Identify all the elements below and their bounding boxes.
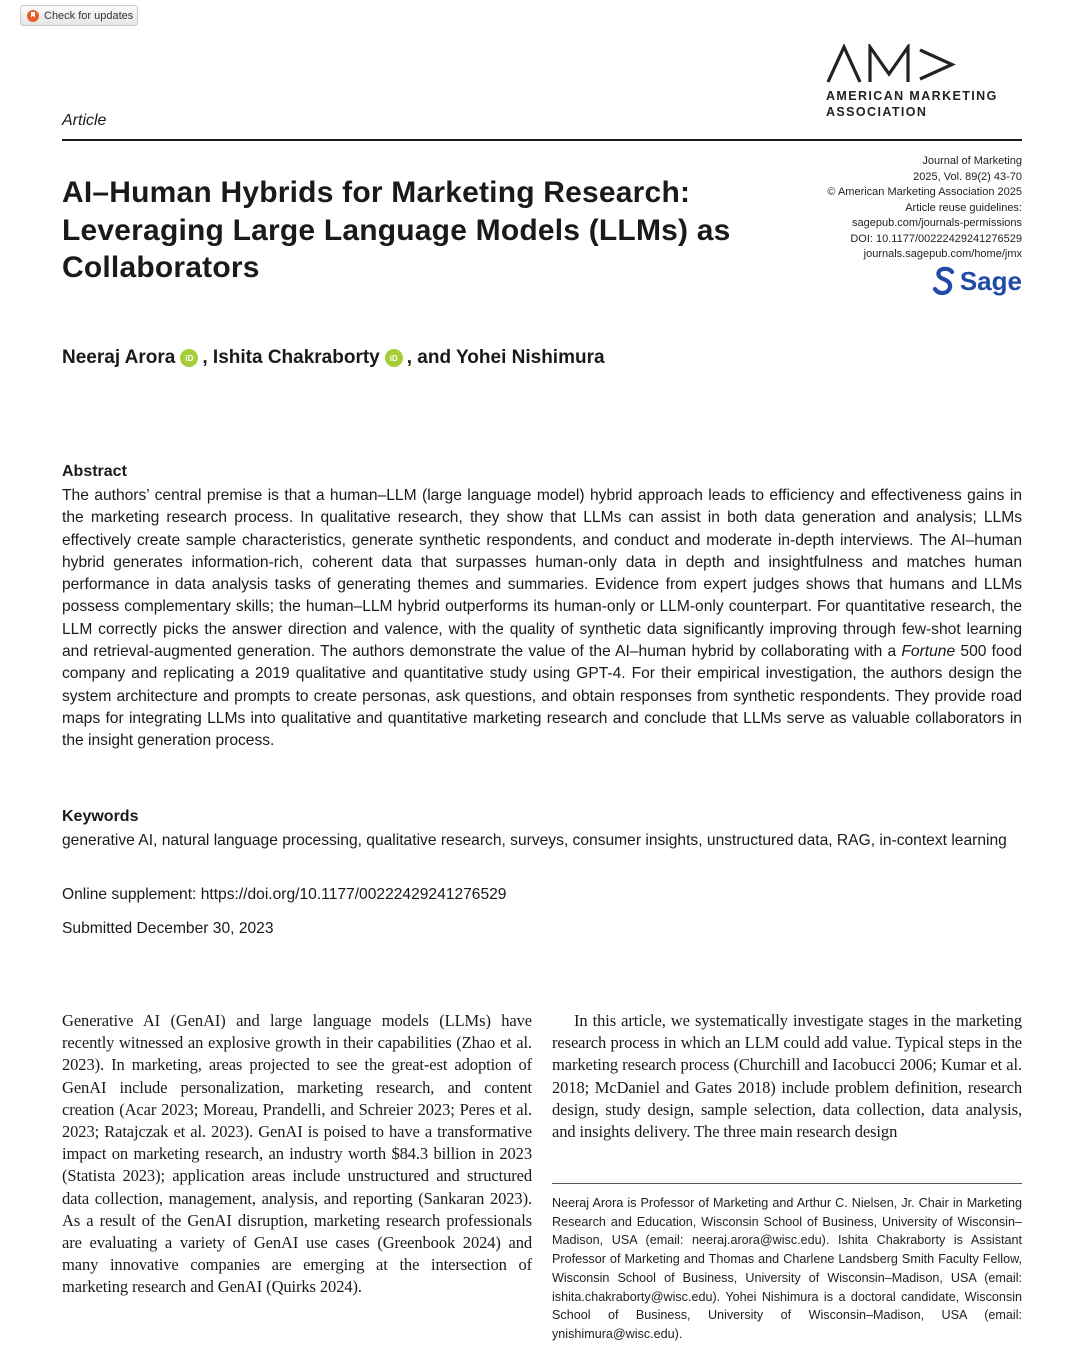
journal-volume: 2025, Vol. 89(2) 43-70	[913, 170, 1022, 183]
fortune-italic: Fortune	[901, 643, 956, 661]
ama-logo-line2: ASSOCIATION	[826, 105, 928, 119]
author-name: , Ishita Chakraborty	[202, 347, 380, 368]
abstract-heading: Abstract	[62, 463, 127, 480]
reuse-guidelines-label: Article reuse guidelines:	[905, 201, 1022, 214]
ama-logo-mark	[826, 44, 956, 84]
journal-name: Journal of Marketing	[922, 155, 1022, 167]
article-title: AI–Human Hybrids for Marketing Research: Leveraging Large Language Models (LLMs) as Collaborators	[62, 176, 731, 284]
sage-s-icon	[932, 266, 956, 296]
body-text-left-column: Generative AI (GenAI) and large language models (LLMs) have recently witnessed an explosive growth in their capabilities (Zhao et al. 2023). In marketing, areas projected to see the great-est adoption of GenAI include personalization, marketing research, and content creation (Acar 2023; Moreau, Prandelli, and Schreier 2023; Peres et al. 2023; Ratajczak et al. 2023). GenAI is poised to have a transformative impact on marketing research, an industry worth $84.3 billion in 2023 (Statista 2023); application areas include unstructured and structured data collection, management, analysis, and reporting (Sankaran 2023). As a result of the GenAI disruption, marketing research professionals are evaluating a variety of GenAI use cases (Greenbook 2024) and many innovative companies are emerging at the intersection of marketing research and GenAI (Quirks 2024).	[62, 1011, 532, 1297]
author-name: Neeraj Arora	[62, 347, 176, 368]
author-affiliations-footnote: Neeraj Arora is Professor of Marketing and Arthur C. Nielsen, Jr. Chair in Marketing Research and Education, Wisconsin School of Business, University of Wisconsin–Madison, USA (email: neeraj.arora@wisc.edu). Ishita Chakraborty is Assistant Professor of Marketing and Thomas and Charlene Landsberg Smith Faculty Fellow, Wisconsin School of Business, University of Wisconsin–Madison, USA (email: ishita.chakraborty@wisc.edu). Yohei Nishimura is a doctoral candidate, Wisconsin School of Business, University of Wisconsin–Madison, USA (email: ynishimura@wisc.edu).	[552, 1196, 1022, 1341]
reuse-guidelines-link[interactable]: sagepub.com/journals-permissions	[852, 217, 1022, 229]
journal-info	[722, 154, 1022, 263]
author-name: , and Yohei Nishimura	[406, 347, 605, 368]
keywords-heading: Keywords	[62, 808, 139, 825]
check-for-updates-button[interactable]	[20, 5, 138, 26]
submitted-date: Submitted December 30, 2023	[62, 920, 274, 937]
check-for-updates-label: Check for updates	[44, 9, 134, 22]
body-text-right-column: In this article, we systematically investigate stages in the marketing research process in which an LLM could add value. Typical steps in the marketing research process (Churchill and Iacobucci 2006; Kumar et al. 2018; McDaniel and Gates 2018) include problem definition, research design, study design, sample selection, data collection, data analysis, and insights delivery. The three main research design	[552, 1011, 1022, 1142]
article-type-label: Article	[62, 112, 107, 129]
keywords-text: generative AI, natural language processing, qualitative research, surveys, consumer insights, unstructured data, RAG, in-context learning	[62, 832, 1007, 849]
journal-home-link[interactable]: journals.sagepub.com/home/jmx	[863, 248, 1022, 260]
footnote-rule	[552, 1183, 1022, 1184]
ama-logo-line1: AMERICAN MARKETING	[826, 89, 998, 103]
sage-logo	[932, 266, 1022, 296]
header-rule	[62, 139, 1022, 141]
abstract-text: The authors’ central premise is that a human–LLM (large language model) hybrid approach leads to efficiency and effectiveness gains in the marketing research process. In qualitative research, they show that LLMs can assist in both data generation and analysis; LLMs effectively create sample characteristics, generate synthetic respondents, and conduct and moderate in-depth interviews. The AI–human hybrid generates information-rich, coherent data that surpasses human-only data in depth and insightfulness and matches human performance in data analysis tasks of generating themes and summaries. Evidence from expert judges shows that humans and LLMs possess complementary skills; the human–LLM hybrid outperforms its human-only or LLM-only counterpart. For quantitative research, the LLM correctly picks the answer direction and valence, with the quality of synthetic data significantly improving through few-shot learning and retrieval-augmented generation. The authors demonstrate the value of the AI–human hybrid by collaborating with a Fortune 500 food company and replicating a 2019 qualitative and quantitative study using GPT-4. For their empirical investigation, the authors design the system architecture and prompts to create personas, ask questions, and obtain responses from synthetic respondents. They provide road maps for integrating LLMs into qualitative and quantitative marketing research and conclude that LLMs serve as valuable collaborators in the insight generation process.	[62, 487, 1022, 750]
sage-logo-text: Sage	[959, 266, 1022, 296]
orcid-icon[interactable]: iD	[385, 349, 403, 367]
journal-copyright: © American Marketing Association 2025	[827, 186, 1022, 198]
article-doi[interactable]: DOI: 10.1177/00222429241276529	[850, 232, 1022, 245]
online-supplement-link[interactable]: Online supplement: https://doi.org/10.1177/00222429241276529	[62, 886, 507, 903]
ama-logo	[826, 44, 1026, 120]
author-list	[62, 347, 605, 369]
orcid-icon[interactable]: iD	[180, 349, 198, 367]
crossmark-icon	[27, 10, 39, 22]
